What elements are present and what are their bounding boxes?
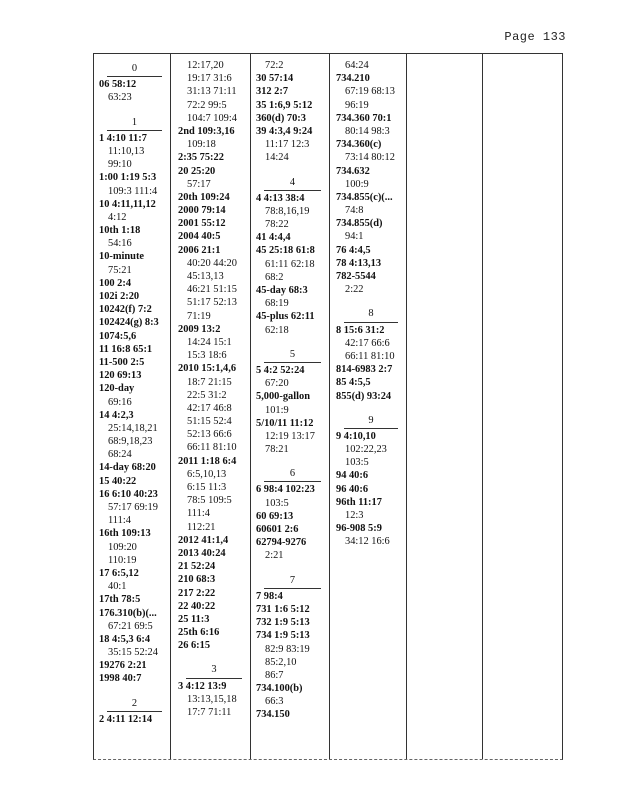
index-entry-term: 11-500 2:5 [99,356,145,368]
index-entry-term: 21 52:24 [178,561,216,573]
index-entry-reference: 109:18 [187,139,216,151]
index-entry-term: 10242(f) 7:2 [99,304,152,316]
index-entry-term: 312 2:7 [256,86,289,98]
index-entry-term: 3 4:12 13:9 [178,680,227,692]
index-entry-reference: 19:17 31:6 [187,73,232,85]
index-entry-reference: 42:17 46:8 [187,402,232,414]
index-entry-term: 2011 1:18 6:4 [178,455,237,467]
index-entry-reference: 67:21 69:5 [108,620,153,632]
section-heading [178,663,250,677]
page-label: Page 133 [504,30,566,44]
index-entry-term: 60 69:13 [256,510,294,522]
index-entry-reference: 63:23 [108,92,132,104]
index-entry-term: 26 6:15 [178,640,211,652]
index-entry-term: 96-908 5:9 [336,523,382,535]
index-entry-reference: 25:14,18,21 [108,422,158,434]
index-entry-reference: 103:5 [265,497,289,509]
section-heading [99,116,170,130]
index-entry-reference: 102:22,23 [345,444,387,456]
index-column-3 [251,54,330,759]
index-entry-reference: 85:2,10 [265,656,297,668]
index-entry-reference: 72:2 99:5 [187,99,227,111]
index-entry-reference: 74:8 [345,205,364,217]
index-entry-reference: 40:20 44:20 [187,257,237,269]
index-entry-reference: 68:19 [265,298,289,310]
section-heading-label: 1 [131,116,138,128]
index-entry-term: 120 69:13 [99,370,142,382]
section-heading [256,574,329,588]
index-entry-term: 60601 2:6 [256,524,299,535]
index-entry-reference: 104:7 109:4 [187,112,237,124]
index-entry-reference: 2:21 [265,550,284,562]
index-entry-reference: 62:18 [265,324,289,336]
index-entry-term: 102i 2:20 [99,291,140,302]
index-column-2 [171,54,251,759]
index-entry-term: 1 4:10 11:7 [99,132,147,144]
section-heading [336,414,406,428]
index-entry-reference: 71:19 [187,310,211,322]
index-column-4 [330,54,407,759]
index-entry-reference: 40:1 [108,581,127,593]
index-entry-reference: 14:24 [265,152,289,164]
section-heading [336,307,406,321]
index-entry-term: 76 4:4,5 [336,244,371,256]
index-entry-reference: 14:24 15:1 [187,336,232,348]
index-entry-term: 814-6983 2:7 [336,364,393,376]
section-heading-label: 7 [289,574,296,586]
index-entry-reference: 64:24 [345,60,369,71]
index-entry-term: 734.360(c) [336,139,382,151]
index-entry-term: 45-day 68:3 [256,285,308,296]
index-entry-term: 5 4:2 52:24 [256,364,305,376]
index-entry-reference: 35:15 52:24 [108,647,158,659]
index-entry-term: 16 6:10 40:23 [99,488,158,500]
index-entry-reference: 78:22 [265,219,289,231]
section-gap [336,403,406,411]
section-heading-label: 5 [289,348,296,360]
index-entry-term: 16th 109:13 [99,528,151,540]
index-entry-reference: 72:2 [265,60,284,71]
section-gap [256,456,329,464]
index-entry-reference: 42:17 66:6 [345,337,390,349]
index-entry-term: 10th 1:18 [99,225,141,237]
index-entry-reference: 110:19 [108,554,137,566]
index-entry-term: 2012 41:1,4 [178,534,229,546]
index-entry-reference: 11:17 12:3 [265,139,310,151]
index-entry-term: 2006 21:1 [178,244,221,256]
index-entry-term: 4 4:13 38:4 [256,192,305,204]
index-entry-term: 360(d) 70:3 [256,112,306,124]
index-entry-reference: 45:13,13 [187,271,224,282]
section-heading-label: 3 [211,664,217,676]
index-entry-term: 2 4:11 12:14 [99,713,153,725]
index-entry-term: 2013 40:24 [178,547,226,559]
index-entry-term: 2000 79:14 [178,205,226,217]
index-entry-reference: 68:24 [108,449,132,461]
index-entry-term: 1:00 1:19 5:3 [99,172,157,184]
index-entry-reference: 46:21 51:15 [187,284,237,296]
index-entry-term: 35 1:6,9 5:12 [256,99,313,111]
section-heading-label: 8 [368,308,374,320]
index-entry-reference: 67:19 68:13 [345,86,395,98]
index-entry-term: 96 40:6 [336,483,369,495]
index-entry-term: 782-5544 [336,271,376,282]
index-entry-term: 734.150 [256,709,290,721]
section-heading-label: 9 [368,414,374,426]
index-entry-reference: 4:12 [108,211,127,223]
section-gap [178,652,250,660]
index-entry-term: 20th 109:24 [178,191,230,203]
index-entry-reference: 109:20 [108,541,137,553]
index-entry-reference: 17:7 71:11 [187,707,232,718]
index-entry-reference: 94:1 [345,231,364,243]
index-entry-reference: 12:3 [345,510,364,521]
index-entry-term: 210 68:3 [178,574,216,586]
index-entry-reference: 66:11 81:10 [345,350,395,362]
index-entry-reference: 99:10 [108,159,132,171]
index-entry-term: 10-minute [99,251,145,263]
index-entry-term: 7 98:4 [256,590,283,602]
index-entry-term: 45-plus 62:11 [256,311,315,323]
section-gap [256,563,329,571]
index-entry-term: 17th 78:5 [99,594,141,606]
index-entry-term: 94 40:6 [336,470,369,482]
index-entry-term: 5/10/11 11:12 [256,417,314,429]
index-entry-term: 22 40:22 [178,600,216,612]
index-entry-reference: 34:12 16:6 [345,536,390,548]
index-entry-reference: 80:14 98:3 [345,125,390,137]
index-entry-term: 732 1:9 5:13 [256,617,310,629]
section-heading-label: 4 [289,176,296,188]
index-entry-term: 2010 15:1,4,6 [178,363,237,375]
index-entry-reference: 31:13 71:11 [187,86,237,98]
index-entry-term: 1998 40:7 [99,673,142,685]
index-entry-term: 14 4:2,3 [99,409,134,421]
section-heading-label: 6 [289,468,296,480]
index-entry-reference: 111:4 [187,508,210,520]
index-entry-reference: 109:3 111:4 [108,185,158,197]
index-entry-reference: 111:4 [108,515,131,527]
index-entry-reference: 51:17 52:13 [187,297,237,309]
index-entry-term: 734.855(c)(... [336,191,393,203]
section-gap [99,105,170,113]
index-entry-reference: 96:19 [345,99,369,111]
section-heading [99,697,170,711]
index-entry-term: 14-day 68:20 [99,462,156,474]
index-entry-term: 120-day [99,383,135,395]
index-entry-reference: 112:21 [187,521,216,533]
index-entry-reference: 69:16 [108,396,132,408]
index-entry-term: 734.100(b) [256,683,303,695]
index-entry-term: 19276 2:21 [99,660,147,672]
index-entry-term: 96th 11:17 [336,496,382,508]
index-entry-term: 06 58:12 [99,79,137,91]
index-entry-term: 15 40:22 [99,475,137,487]
index-entry-reference: 52:13 66:6 [187,429,232,441]
index-entry-term: 20 25:20 [178,165,216,177]
index-entry-term: 8 15:6 31:2 [336,324,385,336]
index-entry-term: 217 2:22 [178,587,216,599]
index-entry-term: 30 57:14 [256,73,294,85]
section-gap [99,686,170,694]
index-entry-term: 25th 6:16 [178,627,220,639]
index-entry-term: 18 4:5,3 6:4 [99,633,151,645]
index-entry-term: 39 4:3,4 9:24 [256,125,313,137]
index-entry-reference: 68:2 [265,271,284,283]
index-entry-reference: 22:5 31:2 [187,389,227,401]
index-entry-term: 734.632 [336,165,370,177]
index-entry-reference: 54:16 [108,238,132,250]
index-entry-reference: 68:9,18,23 [108,436,153,448]
index-entry-reference: 57:17 [187,178,211,190]
index-column-6-empty [483,54,562,759]
section-heading [256,467,329,481]
index-entry-reference: 66:11 81:10 [187,442,237,454]
index-entry-reference: 101:9 [265,404,289,416]
index-entry-reference: 75:21 [108,264,132,276]
index-entry-term: 731 1:6 5:12 [256,603,310,615]
index-entry-reference: 82:9 83:19 [265,643,310,655]
index-entry-term: 100 2:4 [99,277,132,289]
index-entry-reference: 12:19 13:17 [265,430,315,442]
index-entry-reference: 57:17 69:19 [108,502,158,513]
section-gap [256,337,329,345]
index-entry-term: 41 4:4,4 [256,232,291,244]
word-index-table [93,53,563,760]
index-entry-reference: 51:15 52:4 [187,416,232,428]
index-entry-term: 78 4:13,13 [336,257,382,269]
index-entry-reference: 73:14 80:12 [345,152,395,164]
index-entry-term: 1074:5,6 [99,330,137,342]
index-entry-term: 9 4:10,10 [336,430,376,442]
index-entry-term: 734.210 [336,73,370,85]
index-entry-reference: 18:7 21:15 [187,376,232,388]
section-heading-label: 0 [131,63,138,74]
section-gap [256,165,329,173]
index-entry-reference: 78:21 [265,444,289,456]
index-entry-term: 11 16:8 65:1 [99,343,153,355]
index-entry-term: 62794-9276 [256,537,307,549]
index-entry-reference: 61:11 62:18 [265,258,315,270]
section-gap [336,296,406,304]
index-entry-term: 85 4:5,5 [336,377,371,389]
index-entry-term: 5,000-gallon [256,391,310,403]
index-entry-term: 734 1:9 5:13 [256,630,310,642]
index-entry-term: 176.310(b)(... [99,607,157,619]
section-heading [256,348,329,362]
index-entry-term: 2nd 109:3,16 [178,125,235,137]
index-entry-reference: 67:20 [265,378,289,390]
index-entry-reference: 12:17,20 [187,60,224,71]
index-entry-reference: 78:8,16,19 [265,205,310,217]
index-entry-reference: 13:13,15,18 [187,693,237,705]
index-entry-term: 25 11:3 [178,613,210,625]
index-entry-term: 734.360 70:1 [336,112,392,124]
index-entry-term: 2004 40:5 [178,231,221,243]
section-heading-label: 2 [131,697,138,709]
index-entry-reference: 2:22 [345,284,364,296]
index-entry-term: 10 4:11,11,12 [99,198,156,210]
index-column-1 [94,54,171,759]
index-entry-reference: 66:3 [265,696,284,708]
index-entry-term: 17 6:5,12 [99,567,139,579]
index-entry-reference: 6:15 11:3 [187,482,227,493]
index-entry-reference: 100:9 [345,178,369,190]
section-heading [99,62,170,76]
index-entry-term: 2009 13:2 [178,323,221,335]
index-entry-term: 855(d) 93:24 [336,390,392,402]
index-entry-reference: 103:5 [345,457,369,469]
index-entry-term: 734.855(d) [336,218,383,230]
index-entry-term: 2:35 75:22 [178,152,224,164]
index-entry-reference: 15:3 18:6 [187,350,227,362]
index-entry-term: 6 98:4 102:23 [256,484,315,496]
index-entry-reference: 86:7 [265,669,284,681]
section-heading [256,176,329,190]
index-entry-term: 102424(g) 8:3 [99,317,159,329]
index-entry-reference: 6:5,10,13 [187,468,227,480]
index-entry-reference: 78:5 109:5 [187,495,232,507]
index-entry-term: 2001 55:12 [178,218,226,230]
index-entry-term: 45 25:18 61:8 [256,245,315,257]
index-column-5-empty [407,54,483,759]
index-entry-reference: 11:10,13 [108,145,145,157]
